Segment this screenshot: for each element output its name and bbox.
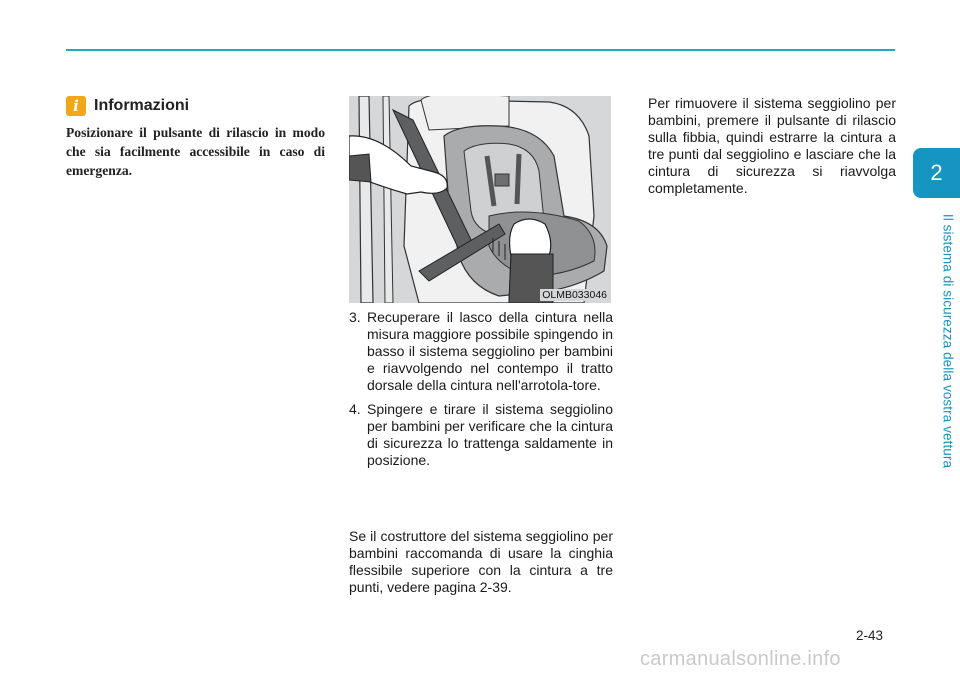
illustration-drawing — [349, 96, 611, 303]
chapter-title: Il sistema di sicurezza della vostra vettura — [940, 213, 956, 469]
info-icon: i — [66, 96, 86, 116]
info-header — [66, 96, 189, 116]
page-number: 2-43 — [856, 628, 884, 643]
step-text: Recuperare il lasco della cintura nella misura maggiore possibile spingendo in basso il sistema seggiolino per bambini e riavvolgendo nel contempo il tratto dorsale della cintura nell'arrotola-tore. — [367, 309, 613, 393]
step-text: Spingere e tirare il sistema seggiolino per bambini per verificare che la cintura di sicurezza lo trattenga saldamente in posizione. — [367, 401, 613, 468]
info-text: Posizionare il pulsante di rilascio in modo che sia facilmente accessibile in caso di emergenza. — [66, 125, 325, 178]
chapter-number-tab[interactable] — [913, 148, 960, 198]
list-item — [349, 309, 613, 394]
info-title: Informazioni — [94, 97, 190, 114]
tether-paragraph: Se il costruttore del sistema seggiolino per bambini raccomanda di usare la cinghia flessibile superiore con la cintura a tre punti, vedere pagina 2-39. — [349, 528, 613, 595]
watermark: carmanualsonline.info — [640, 648, 841, 670]
steps-list — [349, 309, 613, 476]
step-number: 3. — [349, 309, 361, 325]
list-item — [349, 401, 613, 469]
chapter-title-vertical — [938, 200, 958, 482]
header-rule — [66, 49, 895, 51]
chapter-number: 2 — [930, 160, 943, 185]
step-number: 4. — [349, 401, 361, 417]
child-seat-illustration — [349, 96, 611, 303]
removal-paragraph: Per rimuovere il sistema seggiolino per bambini, premere il pulsante di rilascio sulla fibbia, quindi estrarre la cintura a tre punti dal seggiolino e lasciare che la cintura di sicurezza si riavvolga completamente. — [648, 95, 896, 196]
figure-code: OLMB033046 — [542, 289, 607, 301]
